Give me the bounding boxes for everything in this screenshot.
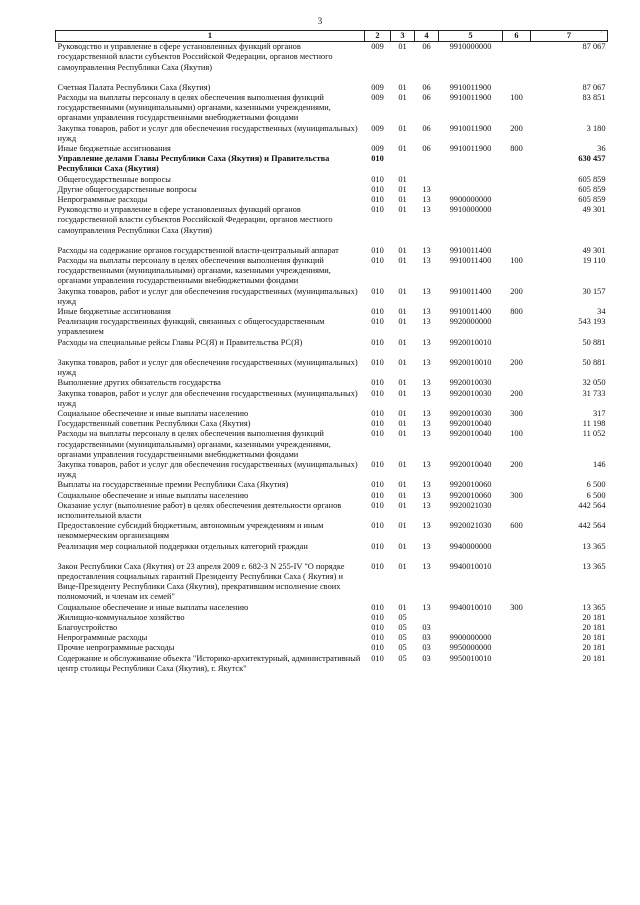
row-expense-type: 200 <box>510 286 523 296</box>
row-admin-code: 010 <box>371 419 384 429</box>
row-expense-type <box>503 480 531 490</box>
row-section: 01 <box>398 174 407 184</box>
row-admin-code: 009 <box>371 42 384 52</box>
table-row <box>56 185 608 195</box>
row-section: 01 <box>398 541 407 551</box>
row-name: Закупка товаров, работ и услуг для обеспечения государственных (муниципальных) нужд <box>57 357 358 378</box>
row-name: Другие общегосударственные вопросы <box>57 184 197 194</box>
row-target-article: 9920010040 <box>449 429 492 439</box>
table-row <box>56 542 608 562</box>
row-admin-code: 010 <box>371 205 384 215</box>
row-name: Реализация государственных функций, связанных с общегосударственным управлением <box>57 317 325 337</box>
row-section: 01 <box>398 93 407 103</box>
row-target-article: 9910011900 <box>449 123 492 133</box>
row-amount: 34 <box>597 307 606 317</box>
row-subsection: 13 <box>422 337 431 347</box>
row-subsection: 13 <box>422 429 431 439</box>
row-section: 01 <box>398 144 407 154</box>
row-expense-type <box>503 623 531 633</box>
row-section: 01 <box>398 286 407 296</box>
row-amount: 605 859 <box>578 195 606 205</box>
row-subsection: 13 <box>422 184 431 194</box>
table-row <box>56 246 608 256</box>
row-name: Реализация мер социальной поддержки отдельных категорий граждан <box>57 541 308 551</box>
row-target-article: 9900000000 <box>449 633 492 643</box>
row-admin-code: 010 <box>371 653 384 663</box>
row-expense-type <box>503 83 531 93</box>
row-name: Непрограммные расходы <box>57 633 148 643</box>
table-row <box>56 317 608 337</box>
row-section: 01 <box>398 317 407 327</box>
row-target-article: 9910011900 <box>449 82 492 92</box>
row-expense-type <box>503 246 531 256</box>
row-section: 01 <box>398 490 407 500</box>
row-target-article: 9920021030 <box>449 521 492 531</box>
row-name: Закон Республики Саха (Якутия) от 23 апреля 2009 г. 682-З N 255-IV "О порядке предоставления социальных гарантий Президенту Республики Саха ( Якутия) и Вице-Президенту Республики Саха (Якутия), прекратившим исполнение своих полномочий, и членам их семей" <box>57 561 345 602</box>
row-target-article: 9910011400 <box>449 256 492 266</box>
row-admin-code: 010 <box>371 521 384 531</box>
row-target-article: 9920000000 <box>449 317 492 327</box>
row-section: 05 <box>398 633 407 643</box>
row-amount: 50 881 <box>582 357 606 367</box>
row-expense-type: 300 <box>510 408 523 418</box>
row-section: 01 <box>398 256 407 266</box>
row-section: 01 <box>398 419 407 429</box>
row-section <box>391 154 415 174</box>
row-admin-code: 010 <box>371 622 384 632</box>
table-row <box>56 389 608 409</box>
row-admin-code: 009 <box>371 123 384 133</box>
row-target-article <box>439 154 503 174</box>
row-name: Общегосударственные вопросы <box>57 174 171 184</box>
row-section: 01 <box>398 408 407 418</box>
table-row <box>56 338 608 358</box>
row-name: Иные бюджетные ассигнования <box>57 307 171 317</box>
row-expense-type: 200 <box>510 123 523 133</box>
row-section: 01 <box>398 561 407 571</box>
row-expense-type <box>503 419 531 429</box>
row-amount: 13 365 <box>582 561 606 571</box>
row-amount: 32 050 <box>582 378 606 388</box>
row-target-article <box>439 623 503 633</box>
row-name: Государственный советник Республики Саха (Якутия) <box>57 419 251 429</box>
row-admin-code: 010 <box>371 490 384 500</box>
row-admin-code: 009 <box>371 93 384 103</box>
row-target-article <box>439 185 503 195</box>
header-col-1: 1 <box>56 31 365 42</box>
row-name: Закупка товаров, работ и услуг для обеспечения государственных (муниципальных) нужд <box>57 459 358 480</box>
row-admin-code: 010 <box>371 480 384 490</box>
row-subsection: 13 <box>422 307 431 317</box>
header-col-6: 6 <box>503 31 531 42</box>
row-admin-code: 010 <box>371 317 384 327</box>
page-number: 3 <box>317 16 323 26</box>
row-subsection: 13 <box>422 480 431 490</box>
row-admin-code: 010 <box>371 408 384 418</box>
row-amount: 543 193 <box>578 317 606 327</box>
row-amount: 442 564 <box>578 500 606 510</box>
row-amount: 20 181 <box>582 653 606 663</box>
row-name: Закупка товаров, работ и услуг для обеспечения государственных (муниципальных) нужд <box>57 123 358 143</box>
row-subsection: 03 <box>422 653 431 663</box>
table-row <box>56 623 608 633</box>
row-target-article: 9910000000 <box>449 205 492 215</box>
table-row <box>56 613 608 623</box>
row-target-article: 9920010030 <box>449 408 492 418</box>
row-target-article: 9920010060 <box>449 490 492 500</box>
row-expense-type <box>503 643 531 653</box>
row-amount: 31 733 <box>582 388 606 398</box>
row-name: Расходы на выплаты персоналу в целях обеспечения выполнения функций государственными (муниципальными) органами, казенными учреждениями, органами управления государственными внебюджетными фондами <box>57 256 331 286</box>
table-row <box>56 287 608 307</box>
row-expense-type <box>503 42 531 83</box>
row-expense-type <box>503 654 531 674</box>
table-row <box>56 429 608 460</box>
row-target-article: 9920021030 <box>449 500 492 510</box>
row-name: Социальное обеспечение и иные выплаты населению <box>57 408 249 418</box>
row-name: Расходы на выплаты персоналу в целях обеспечения выполнения функций государственными (муниципальными) органами, казенными учреждениями, органами управления государственными внебюджетными фондами <box>57 429 331 459</box>
row-section: 05 <box>398 653 407 663</box>
row-amount: 13 365 <box>582 541 606 551</box>
table-row <box>56 633 608 643</box>
row-amount: 49 301 <box>582 205 606 215</box>
row-section: 01 <box>398 337 407 347</box>
row-name: Благоустройство <box>57 622 118 632</box>
row-expense-type: 200 <box>510 459 523 469</box>
row-section: 01 <box>398 307 407 317</box>
row-amount: 20 181 <box>582 622 606 632</box>
row-target-article: 9940000000 <box>449 541 492 551</box>
row-subsection: 06 <box>422 82 431 92</box>
row-subsection <box>415 613 439 623</box>
row-amount: 20 181 <box>582 612 606 622</box>
row-admin-code: 010 <box>371 307 384 317</box>
row-amount: 20 181 <box>582 643 606 653</box>
row-expense-type: 300 <box>510 490 523 500</box>
row-target-article: 9920010060 <box>449 480 492 490</box>
row-target-article: 9940010010 <box>449 561 492 571</box>
row-admin-code: 009 <box>371 144 384 154</box>
row-subsection: 06 <box>422 42 431 52</box>
table-row <box>56 144 608 154</box>
header-col-5: 5 <box>439 31 503 42</box>
row-target-article <box>439 175 503 185</box>
row-subsection: 13 <box>422 317 431 327</box>
table-row <box>56 562 608 603</box>
row-target-article: 9920010040 <box>449 419 492 429</box>
row-amount: 6 500 <box>586 480 606 490</box>
row-subsection <box>415 154 439 174</box>
header-col-2: 2 <box>365 31 391 42</box>
row-name: Содержание и обслуживание объекта "Историко-архитектурный, административный центр столицы Республики Саха (Якутия), г. Якутск" <box>57 653 361 673</box>
row-section: 01 <box>398 357 407 367</box>
row-subsection: 13 <box>422 561 431 571</box>
row-amount: 442 564 <box>578 521 606 531</box>
row-amount: 3 180 <box>586 123 606 133</box>
row-subsection: 13 <box>422 256 431 266</box>
table-row <box>56 195 608 205</box>
row-subsection: 13 <box>422 419 431 429</box>
table-row <box>56 124 608 144</box>
row-name: Счетная Палата Республики Саха (Якутия) <box>57 82 211 92</box>
row-admin-code: 010 <box>371 633 384 643</box>
row-target-article <box>439 613 503 623</box>
row-expense-type <box>503 562 531 603</box>
row-admin-code: 009 <box>371 82 384 92</box>
row-expense-type <box>503 154 531 174</box>
row-subsection: 13 <box>422 521 431 531</box>
row-name: Жилищно-коммунальное хозяйство <box>57 612 185 622</box>
row-amount: 49 301 <box>582 245 606 255</box>
row-section: 01 <box>398 500 407 510</box>
row-subsection: 13 <box>422 541 431 551</box>
row-amount: 146 <box>592 459 606 469</box>
row-expense-type: 100 <box>510 429 523 439</box>
table-row <box>56 643 608 653</box>
table-row <box>56 175 608 185</box>
row-subsection: 13 <box>422 408 431 418</box>
corner-mark: · <box>600 28 603 37</box>
table-row <box>56 521 608 541</box>
row-expense-type <box>503 633 531 643</box>
row-expense-type <box>503 317 531 337</box>
row-admin-code: 010 <box>371 195 384 205</box>
header-col-4: 4 <box>415 31 439 42</box>
table-row <box>56 358 608 378</box>
row-expense-type: 800 <box>510 144 523 154</box>
row-amount: 19 110 <box>582 256 606 266</box>
row-section: 01 <box>398 42 407 52</box>
row-name: Иные бюджетные ассигнования <box>57 144 171 154</box>
row-target-article: 9920010010 <box>449 357 492 367</box>
row-target-article: 9910011400 <box>449 307 492 317</box>
row-target-article: 9950010010 <box>449 653 492 663</box>
row-section: 01 <box>398 459 407 469</box>
row-name: Оказание услуг (выполнение работ) в целях обеспечения деятельности органов исполнительной власти <box>57 500 342 520</box>
row-subsection: 03 <box>422 633 431 643</box>
row-expense-type: 600 <box>510 521 523 531</box>
row-expense-type <box>503 501 531 521</box>
row-expense-type: 100 <box>510 93 523 103</box>
table-row <box>56 256 608 287</box>
row-target-article: 9920010030 <box>449 388 492 398</box>
row-admin-code: 010 <box>371 154 384 164</box>
row-expense-type <box>503 338 531 358</box>
row-admin-code: 010 <box>371 429 384 439</box>
row-subsection: 13 <box>422 357 431 367</box>
table-row <box>56 460 608 480</box>
row-name: Непрограммные расходы <box>57 195 148 205</box>
table-row <box>56 93 608 124</box>
row-admin-code: 010 <box>371 256 384 266</box>
row-amount: 87 067 <box>582 42 606 52</box>
row-section: 05 <box>398 643 407 653</box>
row-section: 01 <box>398 184 407 194</box>
table-row <box>56 501 608 521</box>
row-amount: 11 198 <box>582 419 606 429</box>
row-subsection: 13 <box>422 195 431 205</box>
row-name: Руководство и управление в сфере установленных функций органов государственной власти субъектов Российской Федерации, органов местного самоуправления Республики Саха (Якутия) <box>57 42 333 72</box>
row-target-article: 9910011900 <box>449 93 492 103</box>
row-expense-type <box>503 195 531 205</box>
row-name: Предоставление субсидий бюджетным, автономным учреждениям и иным некоммерческим организациям <box>57 521 324 541</box>
row-amount: 83 851 <box>582 93 606 103</box>
row-name: Расходы на выплаты персоналу в целях обеспечения выполнения функций государственными (муниципальными) органами, казенными учреждениями, органами управления государственными внебюджетными фондами <box>57 93 331 123</box>
row-name: Расходы на содержание органов государственной власти-центральный аппарат <box>57 245 339 255</box>
row-expense-type: 200 <box>510 388 523 398</box>
row-target-article: 9950000000 <box>449 643 492 653</box>
row-subsection: 13 <box>422 245 431 255</box>
row-expense-type <box>503 205 531 246</box>
row-target-article: 9910011400 <box>449 286 492 296</box>
row-subsection <box>415 175 439 185</box>
row-section: 01 <box>398 245 407 255</box>
row-target-article: 9900000000 <box>449 195 492 205</box>
row-admin-code: 010 <box>371 378 384 388</box>
row-subsection: 13 <box>422 490 431 500</box>
row-expense-type <box>503 378 531 388</box>
table-row <box>56 205 608 246</box>
row-expense-type: 100 <box>510 256 523 266</box>
table-row <box>56 307 608 317</box>
row-amount: 13 365 <box>582 602 606 612</box>
row-target-article: 9920010010 <box>449 337 492 347</box>
row-amount: 605 859 <box>578 174 606 184</box>
row-target-article: 9910011400 <box>449 245 492 255</box>
row-target-article: 9910011900 <box>449 144 492 154</box>
row-expense-type <box>503 185 531 195</box>
row-amount: 87 067 <box>582 82 606 92</box>
row-name: Социальное обеспечение и иные выплаты населению <box>57 490 249 500</box>
row-admin-code: 010 <box>371 337 384 347</box>
row-subsection: 03 <box>422 622 431 632</box>
table-row <box>56 409 608 419</box>
row-section: 01 <box>398 480 407 490</box>
row-name: Прочие непрограммные расходы <box>57 643 175 653</box>
row-amount: 605 859 <box>578 184 606 194</box>
row-admin-code: 010 <box>371 612 384 622</box>
row-section: 05 <box>398 612 407 622</box>
row-section: 01 <box>398 602 407 612</box>
row-amount: 630 457 <box>578 154 606 164</box>
row-amount: 36 <box>597 144 606 154</box>
table-row <box>56 378 608 388</box>
row-subsection: 13 <box>422 286 431 296</box>
row-admin-code: 010 <box>371 388 384 398</box>
row-section: 01 <box>398 378 407 388</box>
row-subsection: 13 <box>422 602 431 612</box>
row-admin-code: 010 <box>371 245 384 255</box>
row-target-article: 9940010010 <box>449 602 492 612</box>
table-row <box>56 154 608 174</box>
row-expense-type: 200 <box>510 357 523 367</box>
row-subsection: 03 <box>422 643 431 653</box>
row-admin-code: 010 <box>371 357 384 367</box>
table-row <box>56 654 608 674</box>
row-name: Закупка товаров, работ и услуг для обеспечения государственных (муниципальных) нужд <box>57 286 358 306</box>
row-section: 01 <box>398 205 407 215</box>
row-expense-type: 800 <box>510 307 523 317</box>
table-row <box>56 83 608 93</box>
table-row <box>56 603 608 613</box>
row-amount: 317 <box>592 408 606 418</box>
row-amount: 11 052 <box>582 429 606 439</box>
row-target-article: 9920010030 <box>449 378 492 388</box>
row-subsection: 13 <box>422 459 431 469</box>
row-name: Выплаты на государственные премии Республики Саха (Якутия) <box>57 480 289 490</box>
row-name: Социальное обеспечение и иные выплаты населению <box>57 602 249 612</box>
row-subsection: 06 <box>422 93 431 103</box>
row-section: 01 <box>398 521 407 531</box>
row-amount: 20 181 <box>582 633 606 643</box>
table-row <box>56 42 608 83</box>
row-amount: 30 157 <box>582 286 606 296</box>
row-expense-type <box>503 613 531 623</box>
row-name: Закупка товаров, работ и услуг для обеспечения государственных (муниципальных) нужд <box>57 388 358 408</box>
row-admin-code: 010 <box>371 643 384 653</box>
header-col-7: 7 <box>531 31 608 42</box>
row-admin-code: 010 <box>371 561 384 571</box>
row-subsection: 06 <box>422 144 431 154</box>
table-row <box>56 480 608 490</box>
row-admin-code: 010 <box>371 174 384 184</box>
row-name: Расходы на специальные рейсы Главы РС(Я) и Правительства РС(Я) <box>57 337 303 347</box>
row-amount: 50 881 <box>582 337 606 347</box>
table-row <box>56 419 608 429</box>
row-section: 01 <box>398 82 407 92</box>
row-subsection: 13 <box>422 500 431 510</box>
row-expense-type <box>503 542 531 562</box>
row-expense-type <box>503 175 531 185</box>
row-section: 05 <box>398 622 407 632</box>
table-row <box>56 491 608 501</box>
row-target-article: 9910000000 <box>449 42 492 52</box>
row-section: 01 <box>398 123 407 133</box>
row-admin-code: 010 <box>371 541 384 551</box>
row-subsection: 13 <box>422 205 431 215</box>
table-body <box>56 42 608 674</box>
row-admin-code: 010 <box>371 184 384 194</box>
row-section: 01 <box>398 195 407 205</box>
row-name: Руководство и управление в сфере установленных функций органов государственной власти субъектов Российской Федерации, органов местного самоуправления Республики Саха (Якутия) <box>57 205 333 235</box>
budget-table <box>55 30 608 674</box>
row-name: Управление делами Главы Республики Саха (Якутия) и Правительства Республики Саха (Якутия) <box>57 154 330 174</box>
row-amount: 6 500 <box>586 490 606 500</box>
row-section: 01 <box>398 388 407 398</box>
row-section: 01 <box>398 429 407 439</box>
row-admin-code: 010 <box>371 602 384 612</box>
row-admin-code: 010 <box>371 459 384 469</box>
header-col-3: 3 <box>391 31 415 42</box>
row-subsection: 13 <box>422 388 431 398</box>
row-admin-code: 010 <box>371 286 384 296</box>
row-admin-code: 010 <box>371 500 384 510</box>
row-target-article: 9920010040 <box>449 459 492 469</box>
table-header-row <box>56 31 608 42</box>
row-name: Выполнение других обязательств государства <box>57 378 221 388</box>
row-subsection: 06 <box>422 123 431 133</box>
row-expense-type: 300 <box>510 602 523 612</box>
row-subsection: 13 <box>422 378 431 388</box>
